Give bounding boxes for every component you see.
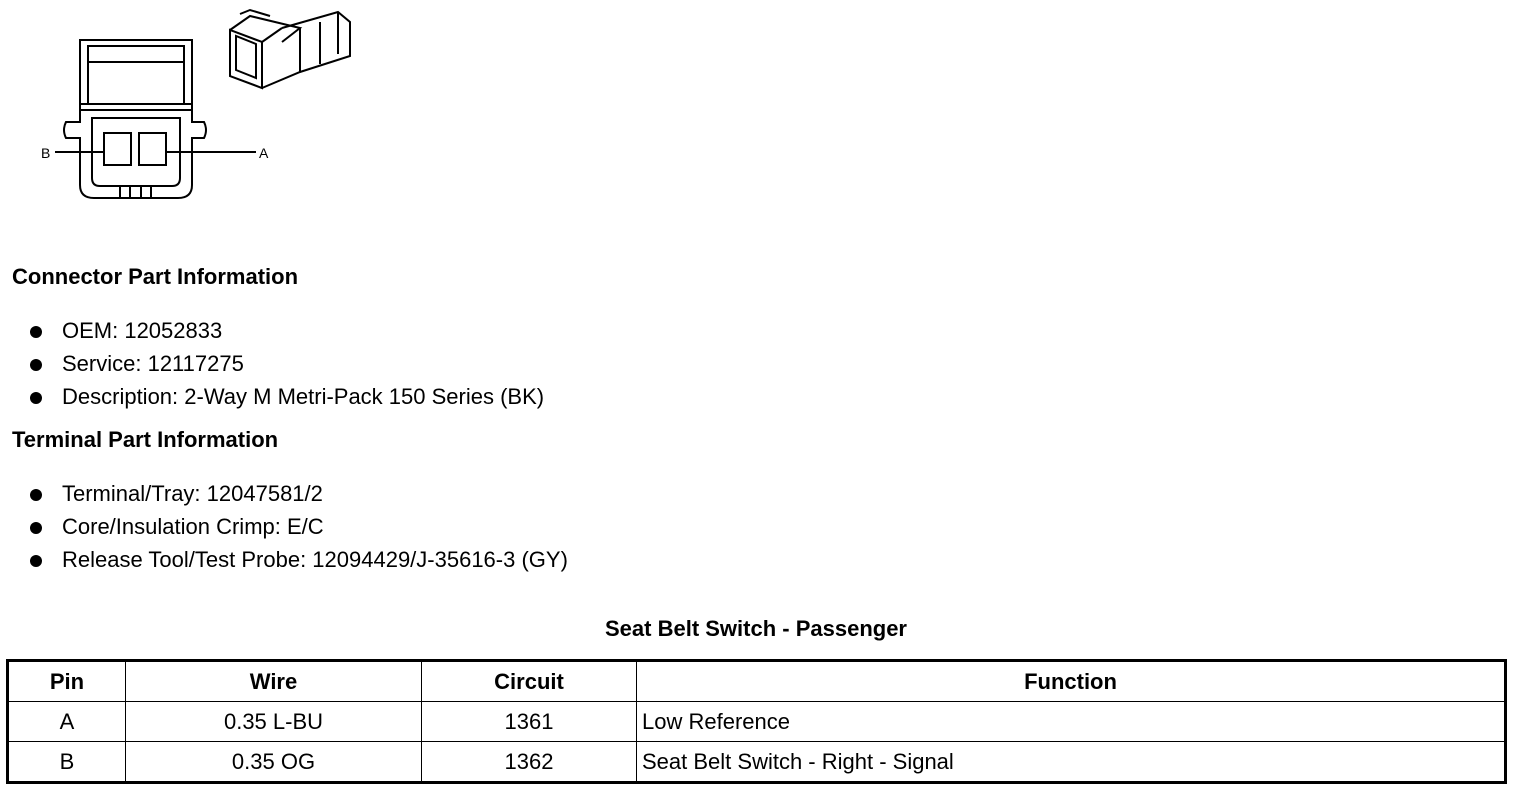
pin-b-label: B bbox=[41, 145, 51, 161]
bullet-icon bbox=[30, 555, 42, 567]
list-item: Description: 2-Way M Metri-Pack 150 Series (BK) bbox=[30, 384, 544, 417]
connector-part-list bbox=[30, 318, 544, 417]
connector-face-drawing bbox=[0, 0, 380, 230]
bullet-icon bbox=[30, 489, 42, 501]
function-cell: Seat Belt Switch - Right - Signal bbox=[637, 742, 1506, 783]
table-row bbox=[8, 742, 1506, 783]
bullet-icon bbox=[30, 392, 42, 404]
function-column-header: Function bbox=[637, 661, 1506, 702]
terminal-part-info-heading: Terminal Part Information bbox=[12, 427, 279, 452]
list-item: Core/Insulation Crimp: E/C bbox=[30, 514, 568, 547]
pin-cell: B bbox=[8, 742, 126, 783]
pin-a-label: A bbox=[259, 145, 269, 161]
pinout-table-title: Seat Belt Switch - Passenger bbox=[605, 616, 907, 641]
connector-3d-view bbox=[230, 10, 350, 88]
function-cell: Low Reference bbox=[637, 702, 1506, 742]
list-item: OEM: 12052833 bbox=[30, 318, 544, 351]
bullet-icon bbox=[30, 359, 42, 371]
table-header-row bbox=[8, 661, 1506, 702]
wire-column-header: Wire bbox=[126, 661, 422, 702]
list-item: Release Tool/Test Probe: 12094429/J-35616-3 (GY) bbox=[30, 547, 568, 580]
wire-cell: 0.35 L-BU bbox=[126, 702, 422, 742]
table-row bbox=[8, 702, 1506, 742]
pin-column-header: Pin bbox=[8, 661, 126, 702]
bullet-icon bbox=[30, 522, 42, 534]
circuit-cell: 1361 bbox=[422, 702, 637, 742]
pinout-table bbox=[6, 659, 1507, 784]
list-item: Service: 12117275 bbox=[30, 351, 544, 384]
circuit-column-header: Circuit bbox=[422, 661, 637, 702]
list-item: Terminal/Tray: 12047581/2 bbox=[30, 481, 568, 514]
circuit-cell: 1362 bbox=[422, 742, 637, 783]
connector-part-info-heading: Connector Part Information bbox=[12, 264, 299, 289]
bullet-icon bbox=[30, 326, 42, 338]
terminal-part-list bbox=[30, 481, 568, 580]
connector-diagram bbox=[0, 0, 380, 230]
wire-cell: 0.35 OG bbox=[126, 742, 422, 783]
pin-cell: A bbox=[8, 702, 126, 742]
